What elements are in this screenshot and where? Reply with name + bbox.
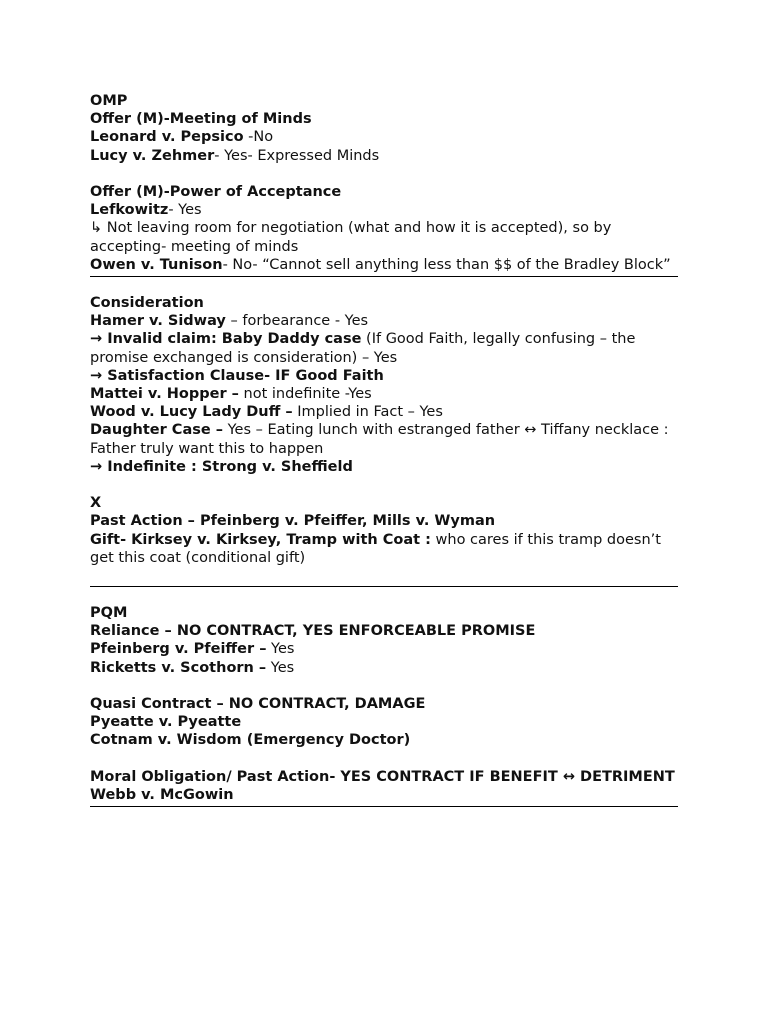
omp-heading: OMP — [90, 93, 128, 109]
indefinite-line: → Indefinite : Strong v. Sheffield — [90, 458, 353, 475]
case-wood: Wood v. Lucy Lady Duff – Implied in Fact – Yes — [90, 404, 443, 421]
case-cotnam: Cotnam v. Wisdom (Emergency Doctor) — [90, 732, 411, 749]
x-heading: X — [90, 495, 102, 512]
moral-obligation-title: Moral Obligation/ Past Action- YES CONTRACT IF BENEFIT ↔ DETRIMENT — [90, 768, 675, 785]
reliance-title: Reliance – NO CONTRACT, YES ENFORCEABLE PROMISE — [90, 623, 536, 640]
consideration-heading: Consideration — [90, 295, 204, 312]
case-owen-tunison: Owen v. Tunison- No- “Cannot sell anything less than $$ of the Bradley Block” — [90, 256, 671, 273]
lefkowitz-note: ↳ Not leaving room for negotiation (what and how it is accepted), so by accepting- meeting of minds — [90, 220, 612, 255]
gift-line: Gift- Kirksey v. Kirksey, Tramp with Coat : who cares if this tramp doesn’t get this coat (conditional gift) — [90, 531, 661, 566]
invalid-claim-line: → Invalid claim: Baby Daddy case (If Good Faith, legally confusing – the promise exchanged is consideration) – Yes — [90, 331, 636, 366]
satisfaction-clause-line: → Satisfaction Clause- IF Good Faith — [90, 367, 384, 384]
case-pyeatte: Pyeatte v. Pyeatte — [90, 714, 242, 731]
quasi-contract-title: Quasi Contract – NO CONTRACT, DAMAGE — [90, 696, 426, 713]
case-webb: Webb v. McGowin — [90, 787, 234, 804]
case-mattei: Mattei v. Hopper – not indefinite -Yes — [90, 386, 372, 403]
case-lefkowitz: Lefkowitz- Yes — [90, 202, 202, 219]
case-hamer: Hamer v. Sidway – forbearance - Yes — [90, 313, 369, 330]
offer-acceptance-title: Offer (M)-Power of Acceptance — [90, 184, 342, 200]
offer-meeting-title: Offer (M)-Meeting of Minds — [90, 111, 312, 128]
section-divider-3 — [90, 806, 678, 807]
case-leonard: Leonard v. Pepsico -No — [90, 129, 274, 146]
case-pfeinberg: Pfeinberg v. Pfeiffer – Yes — [90, 641, 295, 658]
past-action-line: Past Action – Pfeinberg v. Pfeiffer, Mills v. Wyman — [90, 513, 496, 530]
case-lucy-zehmer: Lucy v. Zehmer- Yes- Expressed Minds — [90, 147, 380, 164]
notes-page — [90, 92, 678, 807]
daughter-case-line: Daughter Case – Yes – Eating lunch with estranged father ↔ Tiffany necklace : Father truly want this to happen — [90, 422, 669, 457]
case-ricketts: Ricketts v. Scothorn – Yes — [90, 659, 295, 676]
pqm-heading: PQM — [90, 605, 128, 622]
